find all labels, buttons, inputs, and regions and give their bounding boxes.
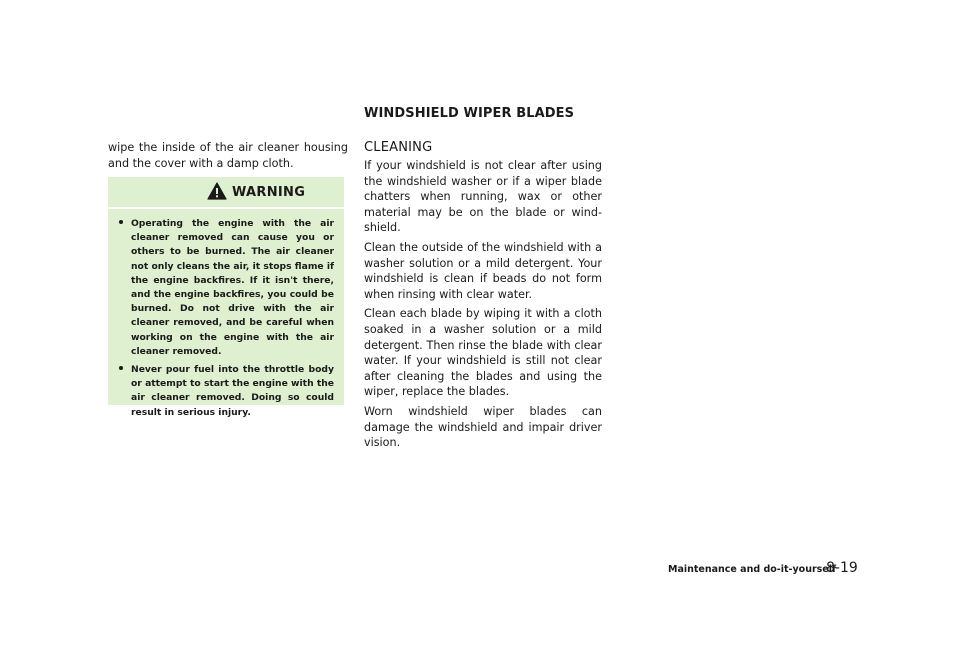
warning-label: WARNING [232,185,306,200]
warning-item-text: Never pour fuel into the throttle body or attempt to start the engine with the air cleaner removed. Doing so could result in serious injury. [131,364,334,418]
warning-box [108,177,344,418]
warning-item [119,217,334,359]
bullet-icon [119,366,123,370]
cleaning-paragraph: If your windshield is not clear after using the windshield washer or if a wiper blade chatters when running, wax or other material may be on the blade or wind-shield. [364,159,602,235]
bullet-icon [119,220,123,224]
warning-header [108,177,344,209]
page-footer [668,560,868,578]
cleaning-paragraph: Clean the outside of the windshield with a washer solution or a mild detergent. Your windshield is clean if beads do not form when rinsing with clear water. [364,240,602,301]
warning-item [119,363,334,420]
footer-section-title: Maintenance and do-it-yourself [668,564,837,575]
intro-paragraph: wipe the inside of the air cleaner housing and the cover with a damp cloth. [108,141,348,170]
page-number: 8-19 [826,560,858,576]
warning-list [108,209,344,420]
cleaning-heading: CLEANING [364,140,433,155]
left-column [108,140,348,175]
cleaning-paragraph: Clean each blade by wiping it with a cloth soaked in a washer solution or a mild detergent. Then rinse the blade with clear water. If your windshield is still not clear after cleaning the blades and using the wiper, replace the blades. [364,307,602,399]
cleaning-paragraph: Worn windshield wiper blades can damage the windshield and impair driver vision. [364,404,602,450]
right-column [364,140,602,455]
warning-triangle-icon [207,182,227,200]
section-title: WINDSHIELD WIPER BLADES [364,106,575,121]
warning-item-text: Operating the engine with the air cleaner removed can cause you or others to be burned. The air cleaner not only cleans the air, it stops flame if the engine backfires. If it isn't there, and the engine backfires, you could be burned. Do not drive with the air cleaner removed, and be careful when working on the engine with the air cleaner removed. [131,218,334,357]
